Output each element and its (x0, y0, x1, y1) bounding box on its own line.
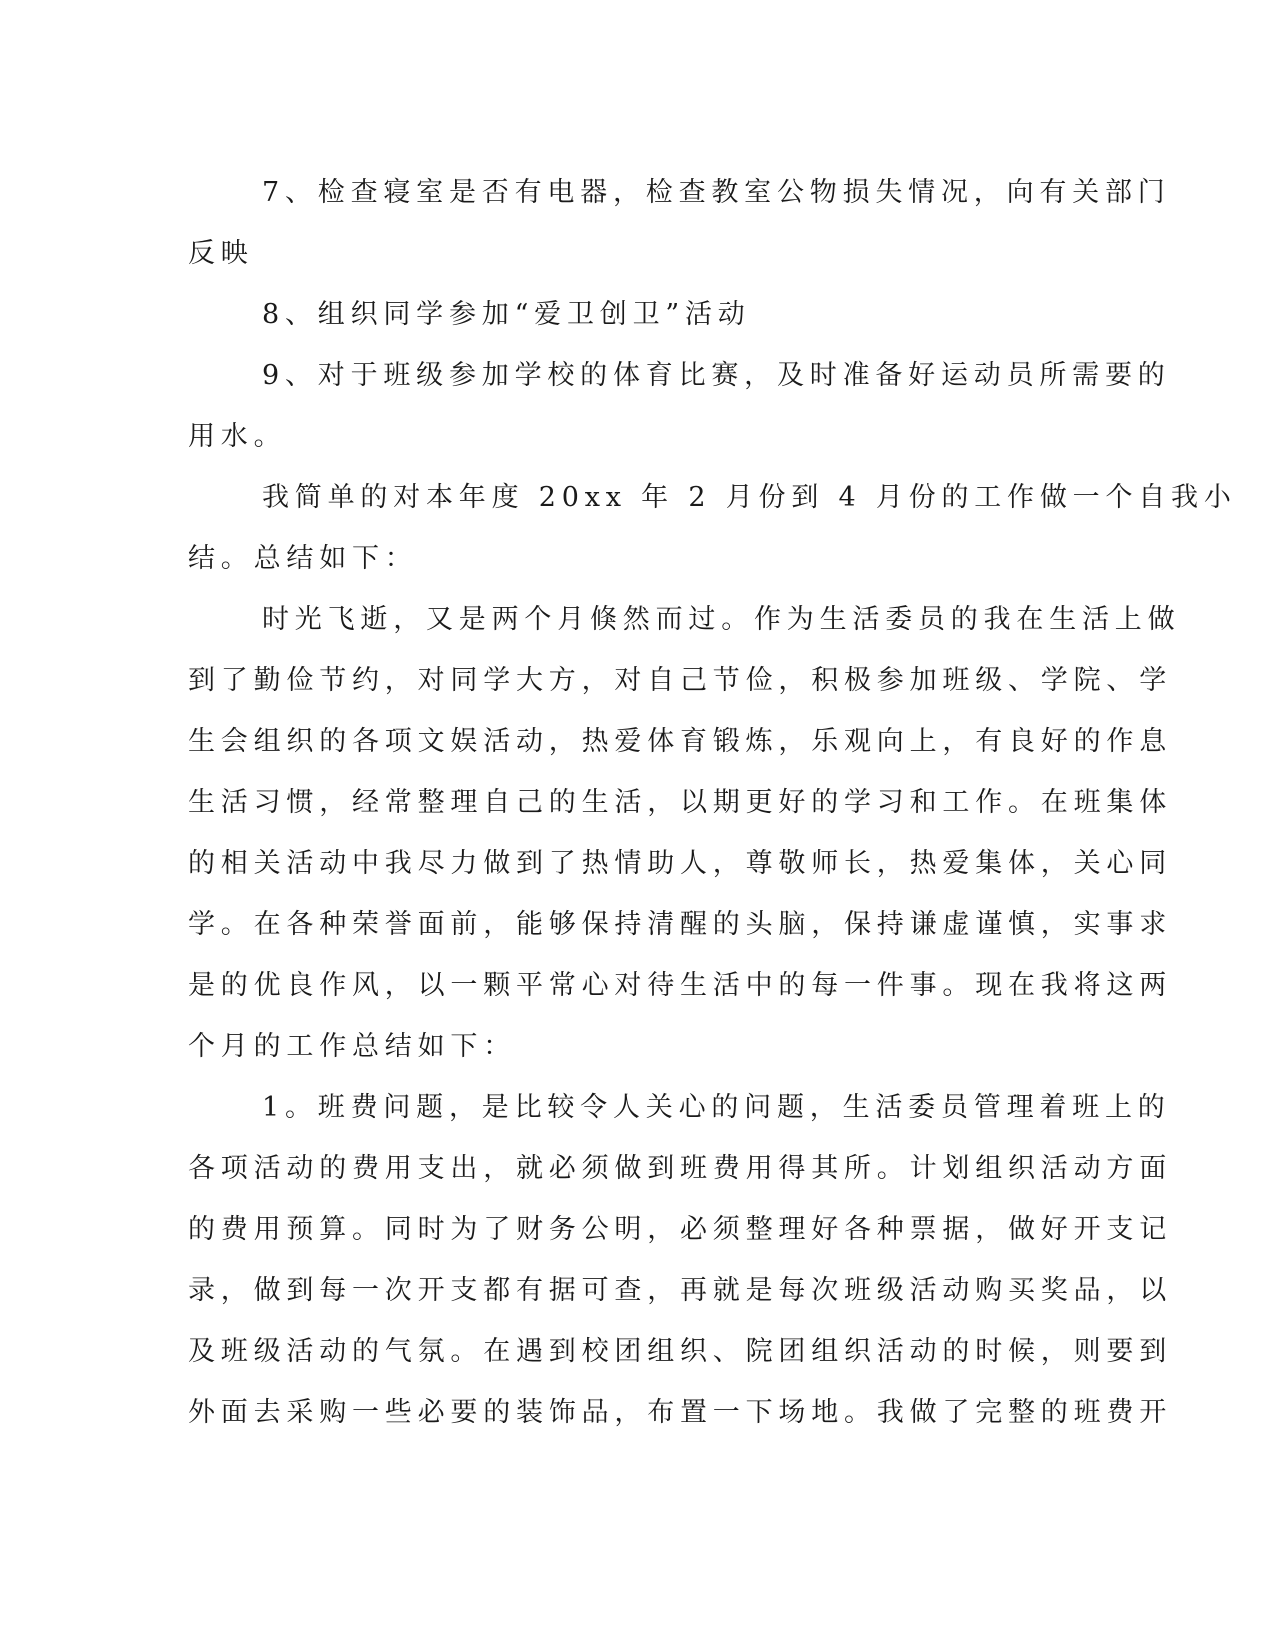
text-line: 到了勤俭节约，对同学大方，对自己节俭，积极参加班级、学院、学 (188, 665, 1172, 696)
text-line: 7、检查寝室是否有电器，检查教室公物损失情况，向有关部门 (262, 177, 1171, 208)
text-line: 的相关活动中我尽力做到了热情助人，尊敬师长，热爱集体，关心同 (188, 848, 1172, 879)
text-line: 的费用预算。同时为了财务公明，必须整理好各种票据，做好开支记 (188, 1214, 1172, 1245)
text-line: 1。班费问题，是比较令人关心的问题，生活委员管理着班上的 (262, 1092, 1171, 1123)
text-line: 用水。 (188, 421, 287, 452)
text-line: 生会组织的各项文娱活动，热爱体育锻炼，乐观向上，有良好的作息 (188, 726, 1172, 757)
paragraph-reflection (188, 589, 1181, 1077)
paragraph-item-8 (188, 284, 1064, 345)
document-body (188, 162, 1237, 1443)
text-line: 及班级活动的气氛。在遇到校团组织、院团组织活动的时候，则要到 (188, 1336, 1172, 1367)
text-line: 反映 (188, 238, 254, 269)
text-line: 我简单的对本年度 20xx 年 2 月份到 4 月份的工作做一个自我小 (262, 482, 1237, 513)
text-line: 结。总结如下： (188, 543, 418, 574)
text-line: 9、对于班级参加学校的体育比赛，及时准备好运动员所需要的 (262, 360, 1171, 391)
paragraph-class-fees (188, 1077, 1172, 1443)
text-line: 学。在各种荣誉面前，能够保持清醒的头脑，保持谦虚谨慎，实事求 (188, 909, 1172, 940)
text-line: 外面去采购一些必要的装饰品，布置一下场地。我做了完整的班费开 (188, 1397, 1172, 1428)
text-line: 各项活动的费用支出，就必须做到班费用得其所。计划组织活动方面 (188, 1153, 1172, 1184)
text-line: 个月的工作总结如下： (188, 1031, 516, 1062)
paragraph-item-7 (188, 162, 1171, 284)
text-line: 是的优良作风，以一颗平常心对待生活中的每一件事。现在我将这两 (188, 970, 1172, 1001)
text-line: 生活习惯，经常整理自己的生活，以期更好的学习和工作。在班集体 (188, 787, 1172, 818)
text-line: 录，做到每一次开支都有据可查，再就是每次班级活动购买奖品，以 (188, 1275, 1172, 1306)
paragraph-item-9 (188, 345, 1171, 467)
paragraph-summary-intro (188, 467, 1237, 589)
text-line: 时光飞逝，又是两个月倏然而过。作为生活委员的我在生活上做 (262, 604, 1181, 635)
text-line: 8、组织同学参加“爱卫创卫”活动 (262, 299, 751, 330)
